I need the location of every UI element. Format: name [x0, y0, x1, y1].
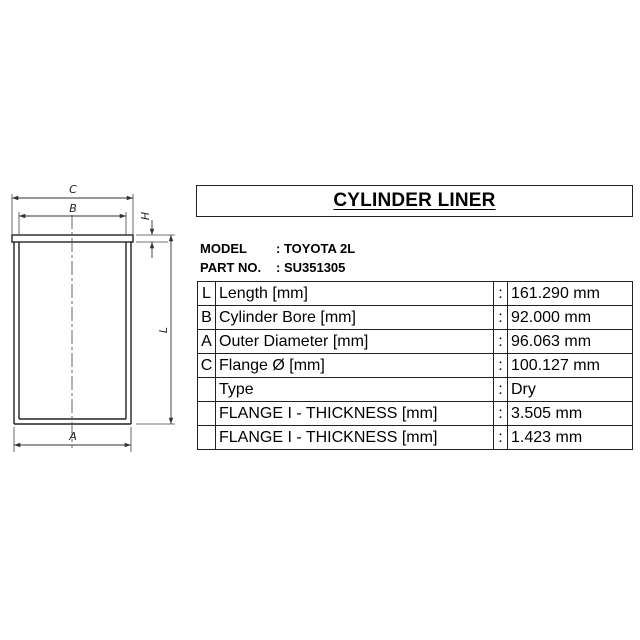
spec-letter: [198, 378, 216, 402]
liner-flange: [12, 235, 133, 242]
model-row: [200, 241, 355, 256]
title-box: [196, 185, 633, 217]
spec-colon: :: [494, 378, 508, 402]
spec-label: Cylinder Bore [mm]: [216, 306, 494, 330]
spec-letter: L: [198, 282, 216, 306]
spec-value: 1.423 mm: [508, 426, 633, 450]
spec-label: FLANGE I - THICKNESS [mm]: [216, 402, 494, 426]
spec-value: Dry: [508, 378, 633, 402]
spec-label: Type: [216, 378, 494, 402]
dim-label-b: B: [69, 202, 77, 215]
table-row: [198, 354, 633, 378]
table-row: [198, 426, 633, 450]
spec-letter: C: [198, 354, 216, 378]
spec-colon: :: [494, 426, 508, 450]
spec-value: 161.290 mm: [508, 282, 633, 306]
table-row: [198, 330, 633, 354]
spec-label: Flange Ø [mm]: [216, 354, 494, 378]
dim-label-l: L: [157, 326, 170, 334]
spec-colon: :: [494, 306, 508, 330]
spec-label: Outer Diameter [mm]: [216, 330, 494, 354]
spec-value: 100.127 mm: [508, 354, 633, 378]
table-row: [198, 378, 633, 402]
spec-colon: :: [494, 330, 508, 354]
spec-colon: :: [494, 282, 508, 306]
extension-lines: [12, 194, 175, 452]
table-row: [198, 282, 633, 306]
spec-letter: [198, 426, 216, 450]
spec-label: Length [mm]: [216, 282, 494, 306]
spec-value: 96.063 mm: [508, 330, 633, 354]
spec-label: FLANGE I - THICKNESS [mm]: [216, 426, 494, 450]
dim-label-c: C: [69, 183, 77, 196]
specs-table: [197, 281, 633, 450]
page-title: CYLINDER LINER: [333, 190, 496, 211]
spec-colon: :: [494, 402, 508, 426]
model-label: MODEL: [200, 241, 247, 256]
spec-colon: :: [494, 354, 508, 378]
liner-body: [12, 235, 133, 424]
spec-letter: [198, 402, 216, 426]
dim-label-a: A: [69, 430, 77, 443]
part-number-row: [200, 260, 345, 275]
table-row: [198, 402, 633, 426]
model-value: : TOYOTA 2L: [276, 241, 356, 256]
dim-label-h: H: [139, 211, 152, 221]
part-number-value: : SU351305: [276, 260, 346, 275]
part-number-label: PART NO.: [200, 260, 262, 275]
spec-value: 92.000 mm: [508, 306, 633, 330]
spec-value: 3.505 mm: [508, 402, 633, 426]
table-row: [198, 306, 633, 330]
spec-letter: A: [198, 330, 216, 354]
spec-letter: B: [198, 306, 216, 330]
